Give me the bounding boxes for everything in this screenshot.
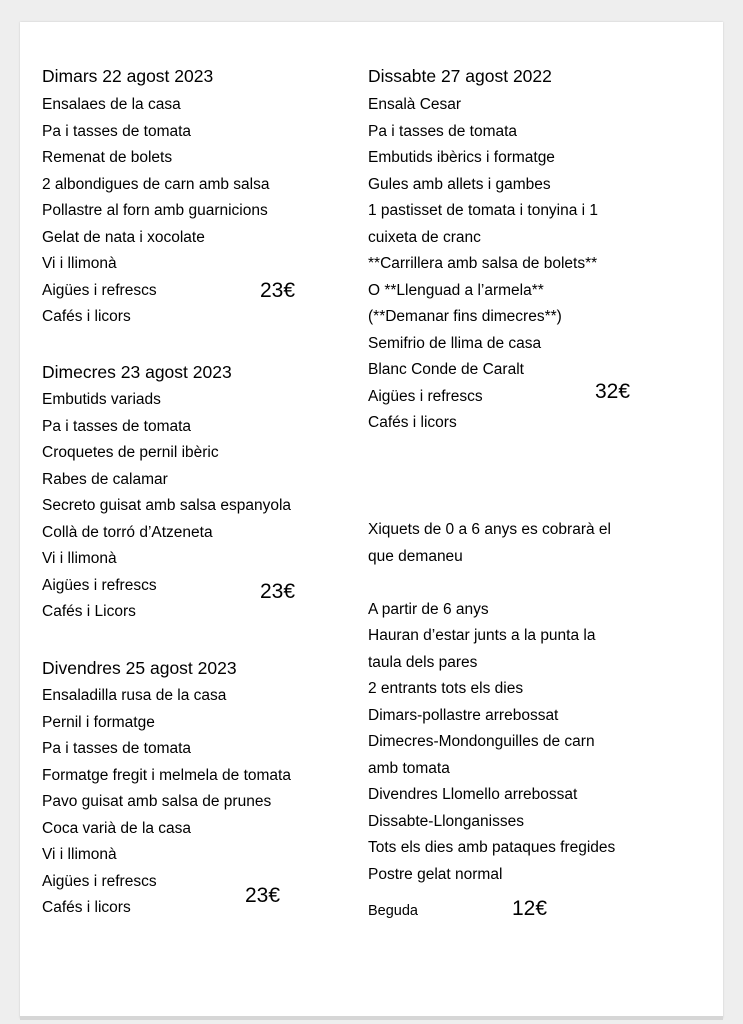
menu-item: Pa i tasses de tomata (42, 417, 192, 435)
kids-line: Dissabte-Llonganisses (368, 812, 524, 830)
menu-item: Croquetes de pernil ibèric (42, 444, 219, 461)
page-edge (20, 1016, 723, 1020)
menu-item: Pernil i formatge (42, 713, 155, 731)
kids-line: Divendres Llomello arrebossat (368, 786, 578, 803)
menu-title: Dissabte 27 agost 2022 (368, 66, 552, 86)
menu-item: Ensalaes de la casa (42, 96, 181, 113)
menu-item: Cafés i licors (368, 414, 457, 431)
menu-item: 1 pastisset de tomata i tonyina i 1 (368, 202, 599, 219)
kids-note: Xiquets de 0 a 6 anys es cobrarà el (368, 521, 611, 538)
menu-item: Formatge fregit i melmela de tomata (42, 766, 291, 784)
menu-item: Aigües i refrescs (42, 576, 157, 594)
kids-line: Dimars-pollastre arrebossat (368, 706, 559, 724)
menu-item: Pa i tasses de tomata (42, 122, 192, 140)
menu-item: O **Llenguad a l’armela** (368, 281, 544, 299)
menu-item: Vi i llimonà (42, 255, 117, 272)
menu-item: Cafés i licors (42, 899, 131, 916)
menu-item: **Carrillera amb salsa de bolets** (368, 255, 598, 272)
menu-item: 2 albondigues de carn amb salsa (42, 175, 270, 193)
menu-item: Pollastre al forn amb guarnicions (42, 202, 268, 219)
menu-item: Aigües i refrescs (368, 387, 483, 405)
kids-note: que demaneu (368, 547, 463, 565)
menu-item: Aigües i refrescs (42, 872, 157, 890)
menu-price: 23€ (245, 884, 281, 907)
menu-title: Divendres 25 agost 2023 (42, 658, 237, 678)
menu-item: Pavo guisat amb salsa de prunes (42, 793, 272, 810)
menu-item: Vi i llimonà (42, 846, 117, 863)
menu-item: Embutids variads (42, 391, 161, 408)
menu-item: Remenat de bolets (42, 149, 173, 166)
menu-item: Vi i llimonà (42, 550, 117, 567)
kids-line: amb tomata (368, 759, 450, 777)
menu-item: Embutids ibèrics i formatge (368, 149, 555, 166)
menu-title: Dimars 22 agost 2023 (42, 66, 214, 86)
menu-item: (**Demanar fins dimecres**) (368, 308, 562, 325)
menu-item: Gules amb allets i gambes (368, 175, 551, 193)
menu-item: Pa i tasses de tomata (42, 740, 192, 757)
kids-price: 12€ (512, 897, 548, 920)
menu-item: Rabes de calamar (42, 470, 168, 488)
menu-item: Pa i tasses de tomata (368, 122, 518, 140)
menu-item: Cafés i Licors (42, 603, 136, 620)
menu-item: Semifrio de llima de casa (368, 334, 542, 352)
menu-item: Aigües i refrescs (42, 281, 157, 299)
menu-item: Cafés i licors (42, 308, 131, 325)
menu-price: 32€ (595, 380, 631, 403)
menu-item: Coca varià de la casa (42, 819, 192, 837)
menu-item: Blanc Conde de Caralt (368, 361, 524, 378)
menu-price: 23€ (260, 279, 296, 302)
menu-price: 23€ (260, 580, 296, 603)
menu-item: Collà de torró d’Atzeneta (42, 523, 213, 541)
drink-label: Beguda (368, 903, 418, 919)
kids-line: A partir de 6 anys (368, 600, 489, 618)
kids-line: Hauran d’estar junts a la punta la (368, 627, 596, 644)
kids-line: taula dels pares (368, 653, 478, 671)
menu-item: Gelat de nata i xocolate (42, 228, 205, 246)
kids-line: Postre gelat normal (368, 865, 503, 883)
kids-line: 2 entrants tots els dies (368, 680, 524, 697)
menu-item: Ensaladilla rusa de la casa (42, 687, 227, 704)
kids-line: Tots els dies amb pataques fregides (368, 839, 616, 856)
menu-item: Secreto guisat amb salsa espanyola (42, 497, 292, 514)
kids-line: Dimecres-Mondonguilles de carn (368, 733, 595, 750)
menu-item: cuixeta de cranc (368, 228, 481, 246)
menu-item: Ensalà Cesar (368, 96, 462, 113)
menu-title: Dimecres 23 agost 2023 (42, 362, 232, 382)
